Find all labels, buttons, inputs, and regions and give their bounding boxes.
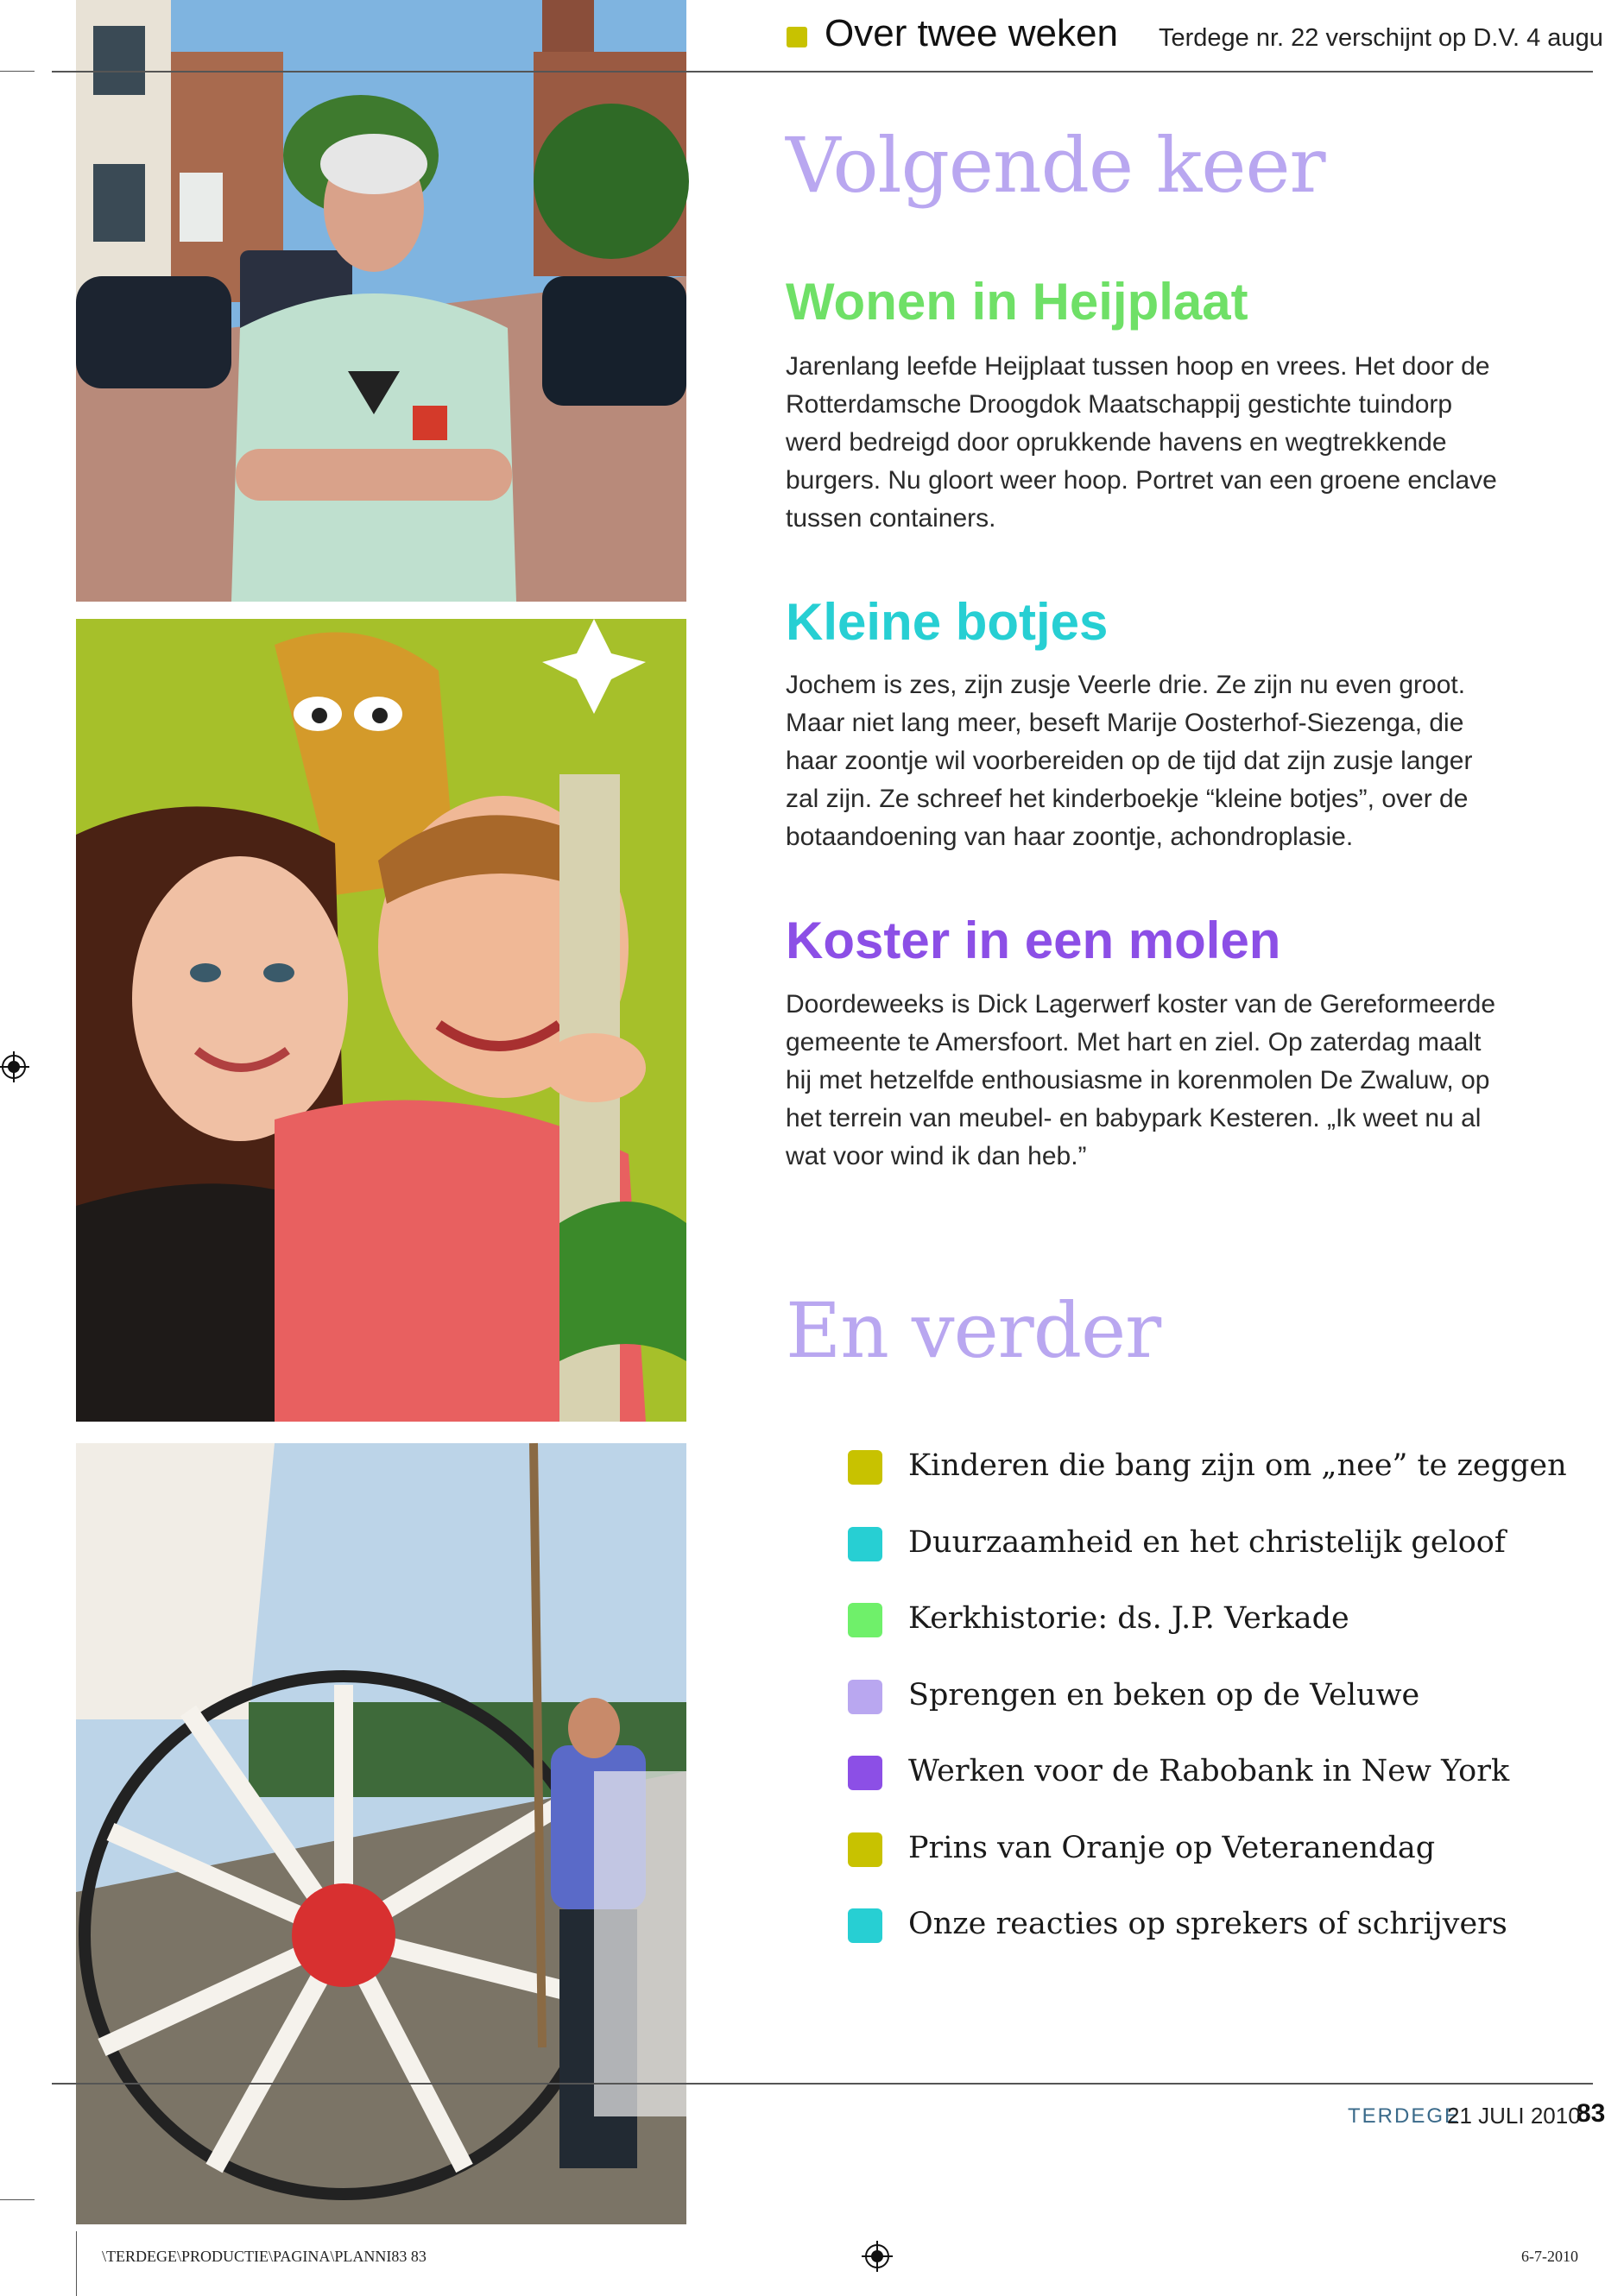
bullet-square	[848, 1603, 882, 1637]
header-label: Over twee weken	[825, 12, 1118, 54]
article-heading-koster: Koster in een molen	[786, 911, 1281, 969]
list-item-text: Kerkhistorie: ds. J.P. Verkade	[908, 1601, 1349, 1636]
list-item	[848, 1900, 1567, 1977]
list-item	[848, 1518, 1567, 1595]
print-slug-path: \TERDEGE\PRODUCTIE\PAGINA\PLANNI83 83	[102, 2248, 427, 2265]
photo-windmill-sexton	[76, 1443, 686, 2224]
photo-man-street	[76, 0, 686, 602]
list-item	[848, 1441, 1567, 1518]
registration-mark-icon	[0, 1051, 29, 1082]
article-body-koster: Doordeweeks is Dick Lagerwerf koster van de Gereformeerde gemeente te Amersfoort. Met hart en ziel. Op zaterdag maalt hij met hetzelfde enthousiasme in korenmolen De Zwaluw, op het terrein van meubel- en babypark Kesteren. „Ik weet nu al wat voor wind ik dan heb.”	[786, 990, 1496, 1170]
next-time-title: Volgende keer	[786, 121, 1325, 210]
header-bullet-square	[787, 27, 807, 47]
list-item	[848, 1594, 1567, 1671]
bullet-square	[848, 1450, 882, 1485]
crop-mark-left-top	[0, 71, 35, 72]
footer-date: 21 JULI 2010	[1447, 2103, 1581, 2129]
list-item-text: Onze reacties op sprekers of schrijvers	[908, 1907, 1507, 1941]
list-item-text: Werken voor de Rabobank in New York	[908, 1754, 1510, 1788]
crop-mark-left-bottom	[0, 2199, 35, 2200]
bullet-square	[848, 1680, 882, 1714]
article-body-heijplaat: Jarenlang leefde Heijplaat tussen hoop en vrees. Het door de Rotterdamsche Droogdok Maatschappij gestichte tuindorp werd bedreigd door oprukkende havens en wegtrekkende burgers. Nu gloort weer hoop. Portret van een groene enclave tussen containers.	[786, 352, 1497, 533]
page-number: 83	[1577, 2099, 1605, 2128]
further-list	[848, 1441, 1567, 1977]
list-item-text: Kinderen die bang zijn om „nee” te zeggen	[908, 1448, 1567, 1483]
list-item-text: Duurzaamheid en het christelijk geloof	[908, 1524, 1506, 1560]
bullet-square	[848, 1527, 882, 1561]
article-heading-heijplaat: Wonen in Heijplaat	[786, 273, 1248, 331]
header-rule	[52, 71, 1593, 73]
list-item	[848, 1747, 1567, 1824]
photo-mother-and-son	[76, 619, 686, 1422]
article-heading-kleine-botjes: Kleine botjes	[786, 593, 1109, 651]
list-item-text: Prins van Oranje op Veteranendag	[908, 1830, 1436, 1865]
footer-brand: TERDEGE	[1348, 2104, 1461, 2128]
crop-mark-bottom	[76, 2231, 77, 2296]
footer-rule	[52, 2083, 1593, 2085]
list-item	[848, 1671, 1567, 1748]
list-item-text: Sprengen en beken op de Veluwe	[908, 1677, 1420, 1713]
bullet-square	[848, 1908, 882, 1943]
bullet-square	[848, 1832, 882, 1867]
print-slug-date: 6-7-2010	[1521, 2248, 1578, 2265]
bullet-square	[848, 1756, 882, 1790]
registration-mark-icon	[862, 2241, 893, 2272]
header-issue-note: Terdege nr. 22 verschijnt op D.V. 4 augu	[1159, 24, 1603, 52]
further-title: En verder	[786, 1286, 1161, 1375]
list-item	[848, 1824, 1567, 1901]
article-body-kleine-botjes: Jochem is zes, zijn zusje Veerle drie. Ze zijn nu even groot. Maar niet lang meer, beseft Marije Oosterhof-Siezenga, die haar zoontje wil voorbereiden op de tijd dat zijn zusje langer zal zijn. Ze schreef het kinderboekje “kleine botjes”, over de botaandoening van haar zoontje, achondroplasie.	[786, 671, 1473, 851]
